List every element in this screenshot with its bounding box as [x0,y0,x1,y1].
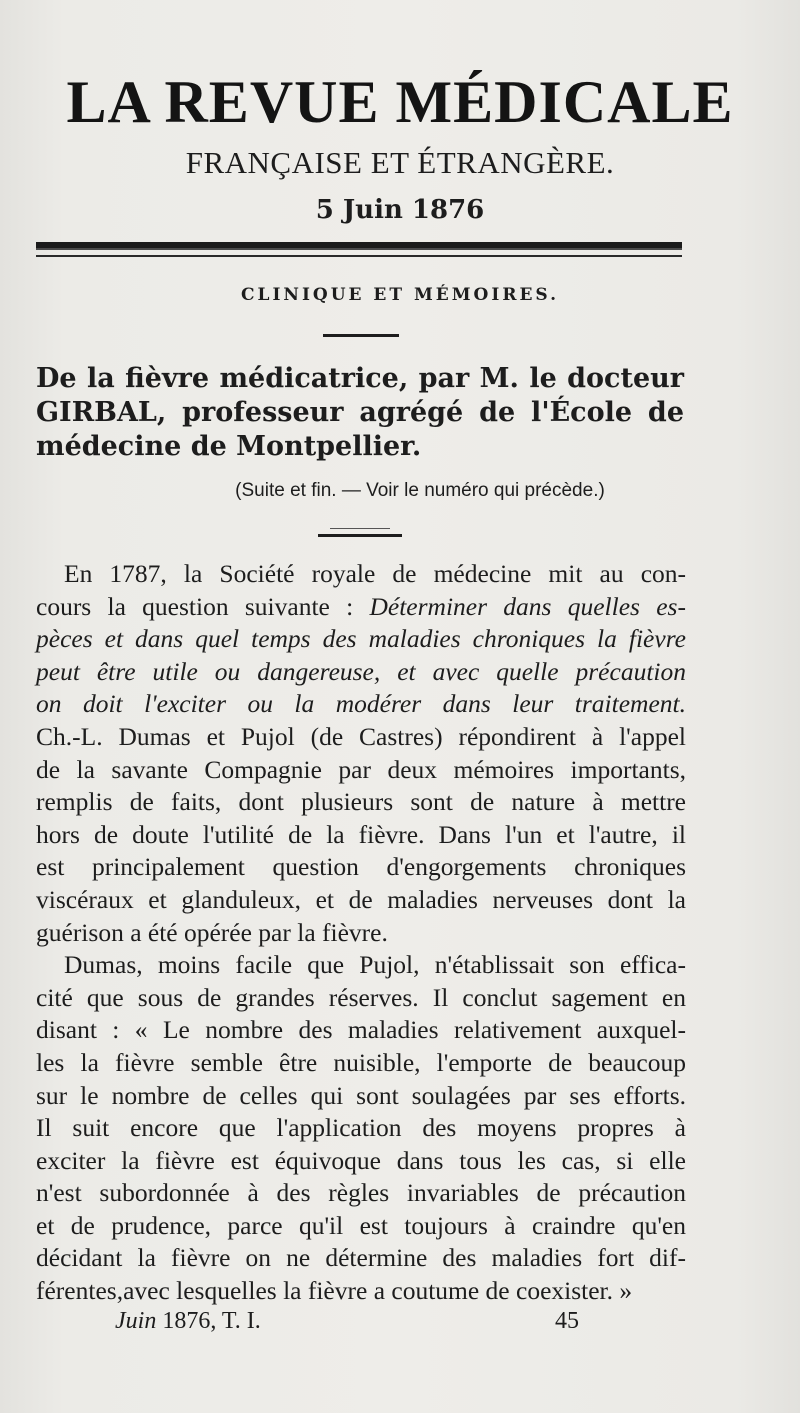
body-line: et de prudence, parce qu'il est toujours à craindre qu'en [36,1210,686,1240]
continuation-note: (Suite et fin. — Voir le numéro qui précède.) [235,480,605,501]
body-line: disant : « Le nombre des maladies relativement auxquel- [36,1015,686,1045]
article-divider [318,534,402,537]
body-line: guérison a été opérée par la fièvre. [36,917,388,947]
section-heading: CLINIQUE ET MÉMOIRES. [241,285,559,305]
body-line [36,656,686,689]
section-divider [323,334,399,337]
body-line: on doit l'exciter ou la modérer dans leur traitement. [36,689,686,719]
body-line: de la savante Compagnie par deux mémoires importants, [36,754,686,784]
body-line: sur le nombre de celles qui sont soulagées par ses efforts. [36,1080,686,1110]
body-text-italic: peut être utile ou dangereuse, [36,656,381,686]
article-title-line: De la fièvre médicatrice, par M. le docteur [36,363,684,394]
body-line: est principalement question d'engorgements chroniques [36,852,686,882]
article-title [36,362,684,464]
body-line: Dumas, moins facile que Pujol, n'établissait son effica- [64,950,686,980]
body-line: hors de doute l'utilité de la fièvre. Dans l'un et l'autre, il [36,819,686,849]
body-line: remplis de faits, dont plusieurs sont de nature à mettre [36,787,686,817]
body-text-italic: et avec quelle précaution [380,656,686,686]
article-divider-top [330,528,390,529]
body-line: exciter la fièvre est équivoque dans tous les cas, si elle [36,1145,686,1175]
body-text-mixed [380,657,686,686]
article-body [36,558,686,1308]
issue-date: 5 Juin 1876 [315,195,485,225]
journal-subtitle: FRANÇAISE ET ÉTRANGÈRE. [185,145,615,180]
header-rule [36,242,682,250]
body-line: Ch.-L. Dumas et Pujol (de Castres) répondirent à l'appel [36,721,686,751]
body-line: férentes,avec lesquelles la fièvre a coutume de coexister. » [36,1276,633,1306]
article-title-line: GIRBAL, professeur agrégé de l'École de [36,397,684,428]
body-text-roman: cours la question suivante : [36,591,370,621]
body-line: décidant la fièvre on ne détermine des maladies fort dif- [36,1243,686,1273]
journal-title: LA REVUE MÉDICALE [66,69,734,135]
footer-month: Juin [115,1308,157,1334]
body-line: viscéraux et glanduleux, et de maladies nerveuses dont la [36,884,686,914]
body-line: Il suit encore que l'application des moyens propres à [36,1113,686,1143]
body-line: pèces et dans quel temps des maladies chroniques la fièvre [36,624,686,654]
article-title-line: médecine de Montpellier. [36,431,422,462]
body-line: n'est subordonnée à des règles invariables de précaution [36,1178,686,1208]
body-line: les la fièvre semble être nuisible, l'emporte de beaucoup [36,1047,686,1077]
body-text-italic: Déterminer dans quelles es- [369,591,686,621]
footer-year-volume: 1876, T. I. [156,1308,261,1334]
header-rule-thin [36,255,682,257]
page-number: 45 [555,1308,579,1334]
body-line: En 1787, la Société royale de médecine mit au con- [64,559,686,588]
body-line: cité que sous de grandes réserves. Il conclut sagement en [36,982,686,1012]
body-line [36,591,686,624]
footer-issue [115,1308,261,1335]
